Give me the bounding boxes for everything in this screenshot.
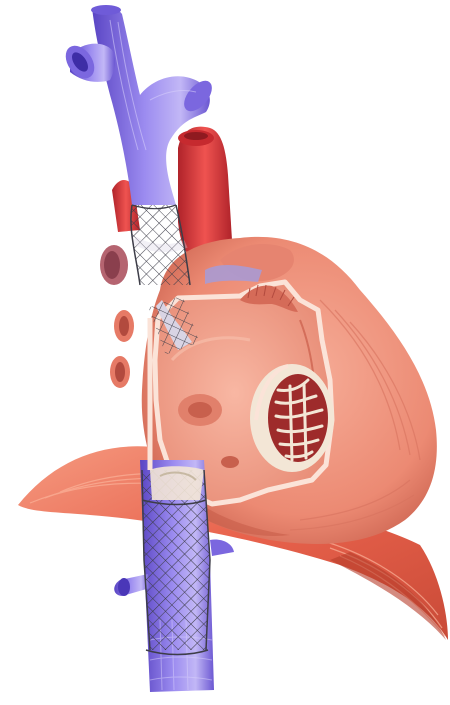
pulmonary-veins bbox=[100, 245, 128, 285]
ivc-stent bbox=[138, 465, 218, 655]
tricuspid-valve bbox=[250, 364, 334, 472]
